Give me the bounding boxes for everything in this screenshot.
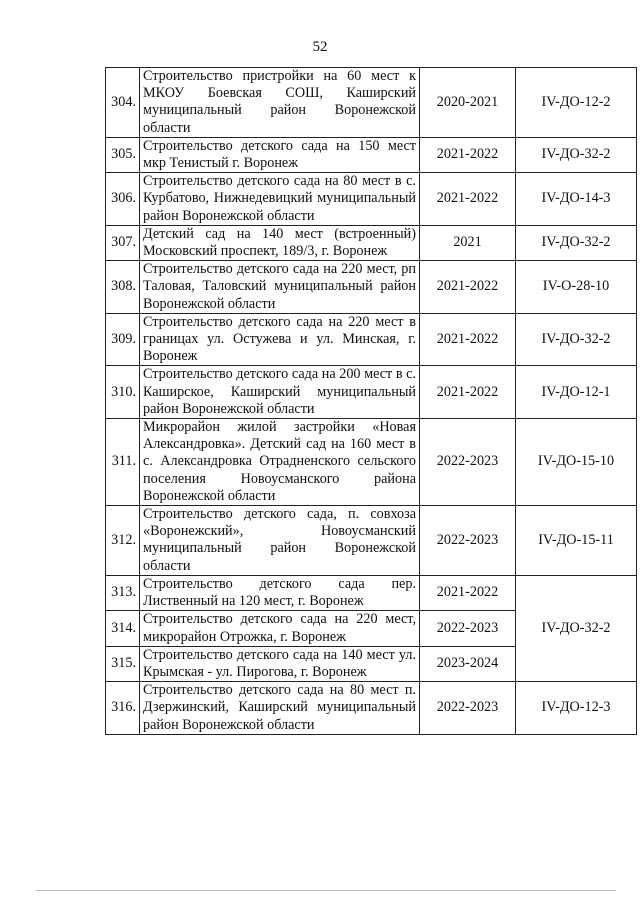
project-description: Строительство детского сада на 220 мест в границах ул. Остужева и ул. Минская, г. Воронеж — [140, 313, 420, 366]
project-code: IV-ДО-12-2 — [516, 68, 637, 138]
row-number: 308. — [106, 261, 140, 314]
table-row — [106, 366, 637, 419]
project-code-merged: IV-ДО-32-2 — [516, 575, 637, 681]
row-number: 311. — [106, 419, 140, 506]
row-number: 315. — [106, 646, 140, 681]
table-row — [106, 313, 637, 366]
project-description: Строительство детского сада на 200 мест в с. Каширское, Каширский муниципальный район Воронежской области — [140, 366, 420, 419]
project-description: Строительство детского сада на 150 мест мкр Тенистый г. Воронеж — [140, 137, 420, 172]
project-years: 2022-2023 — [420, 506, 516, 576]
project-years: 2021-2022 — [420, 173, 516, 226]
project-code: IV-О-28-10 — [516, 261, 637, 314]
project-description: Строительство детского сада на 220 мест, рп Таловая, Таловский муниципальный район Воронежской области — [140, 261, 420, 314]
row-number: 312. — [106, 506, 140, 576]
table-row — [106, 261, 637, 314]
project-code: IV-ДО-15-11 — [516, 506, 637, 576]
page-bottom-divider — [36, 890, 616, 891]
project-code: IV-ДО-32-2 — [516, 313, 637, 366]
project-description: Строительство детского сада на 80 мест п. Дзержинский, Каширский муниципальный район Воронежской области — [140, 682, 420, 735]
row-number: 307. — [106, 225, 140, 260]
page-number: 52 — [312, 39, 328, 55]
table-row — [106, 419, 637, 506]
table-row — [106, 68, 637, 138]
row-number: 313. — [106, 575, 140, 610]
project-description: Строительство детского сада на 140 мест ул. Крымская - ул. Пирогова, г. Воронеж — [140, 646, 420, 681]
construction-projects-table — [105, 67, 637, 735]
project-years: 2021-2022 — [420, 137, 516, 172]
project-years: 2022-2023 — [420, 682, 516, 735]
table-row — [106, 173, 637, 226]
row-number: 310. — [106, 366, 140, 419]
project-code: IV-ДО-14-3 — [516, 173, 637, 226]
project-code: IV-ДО-12-3 — [516, 682, 637, 735]
project-description: Строительство детского сада пер. Лиственный на 120 мест, г. Воронеж — [140, 575, 420, 610]
project-years: 2020-2021 — [420, 68, 516, 138]
project-years: 2021 — [420, 225, 516, 260]
project-description: Строительство детского сада на 80 мест в с. Курбатово, Нижнедевицкий муниципальный район Воронежской области — [140, 173, 420, 226]
project-description: Детский сад на 140 мест (встроенный) Московский проспект, 189/3, г. Воронеж — [140, 225, 420, 260]
row-number: 306. — [106, 173, 140, 226]
project-years: 2021-2022 — [420, 261, 516, 314]
project-years: 2021-2022 — [420, 575, 516, 610]
row-number: 316. — [106, 682, 140, 735]
row-number: 309. — [106, 313, 140, 366]
project-years: 2021-2022 — [420, 313, 516, 366]
project-years: 2023-2024 — [420, 646, 516, 681]
project-description: Строительство детского сада, п. совхоза «Воронежский», Новоусманский муниципальный район Воронежской области — [140, 506, 420, 576]
row-number: 314. — [106, 611, 140, 646]
project-years: 2022-2023 — [420, 611, 516, 646]
table-row — [106, 682, 637, 735]
row-number: 305. — [106, 137, 140, 172]
table-row — [106, 506, 637, 576]
project-years: 2021-2022 — [420, 366, 516, 419]
row-number: 304. — [106, 68, 140, 138]
project-code: IV-ДО-12-1 — [516, 366, 637, 419]
project-description: Микрорайон жилой застройки «Новая Александровка». Детский сад на 160 мест в с. Александровка Отрадненского сельского поселения Новоусманского района Воронежской области — [140, 419, 420, 506]
project-description: Строительство пристройки на 60 мест к МКОУ Боевская СОШ, Каширский муниципальный район Воронежской области — [140, 68, 420, 138]
project-code: IV-ДО-32-2 — [516, 137, 637, 172]
table-row — [106, 575, 637, 610]
project-description: Строительство детского сада на 220 мест, микрорайон Отрожка, г. Воронеж — [140, 611, 420, 646]
project-years: 2022-2023 — [420, 419, 516, 506]
project-code: IV-ДО-15-10 — [516, 419, 637, 506]
table-row — [106, 225, 637, 260]
table-row — [106, 137, 637, 172]
project-code: IV-ДО-32-2 — [516, 225, 637, 260]
